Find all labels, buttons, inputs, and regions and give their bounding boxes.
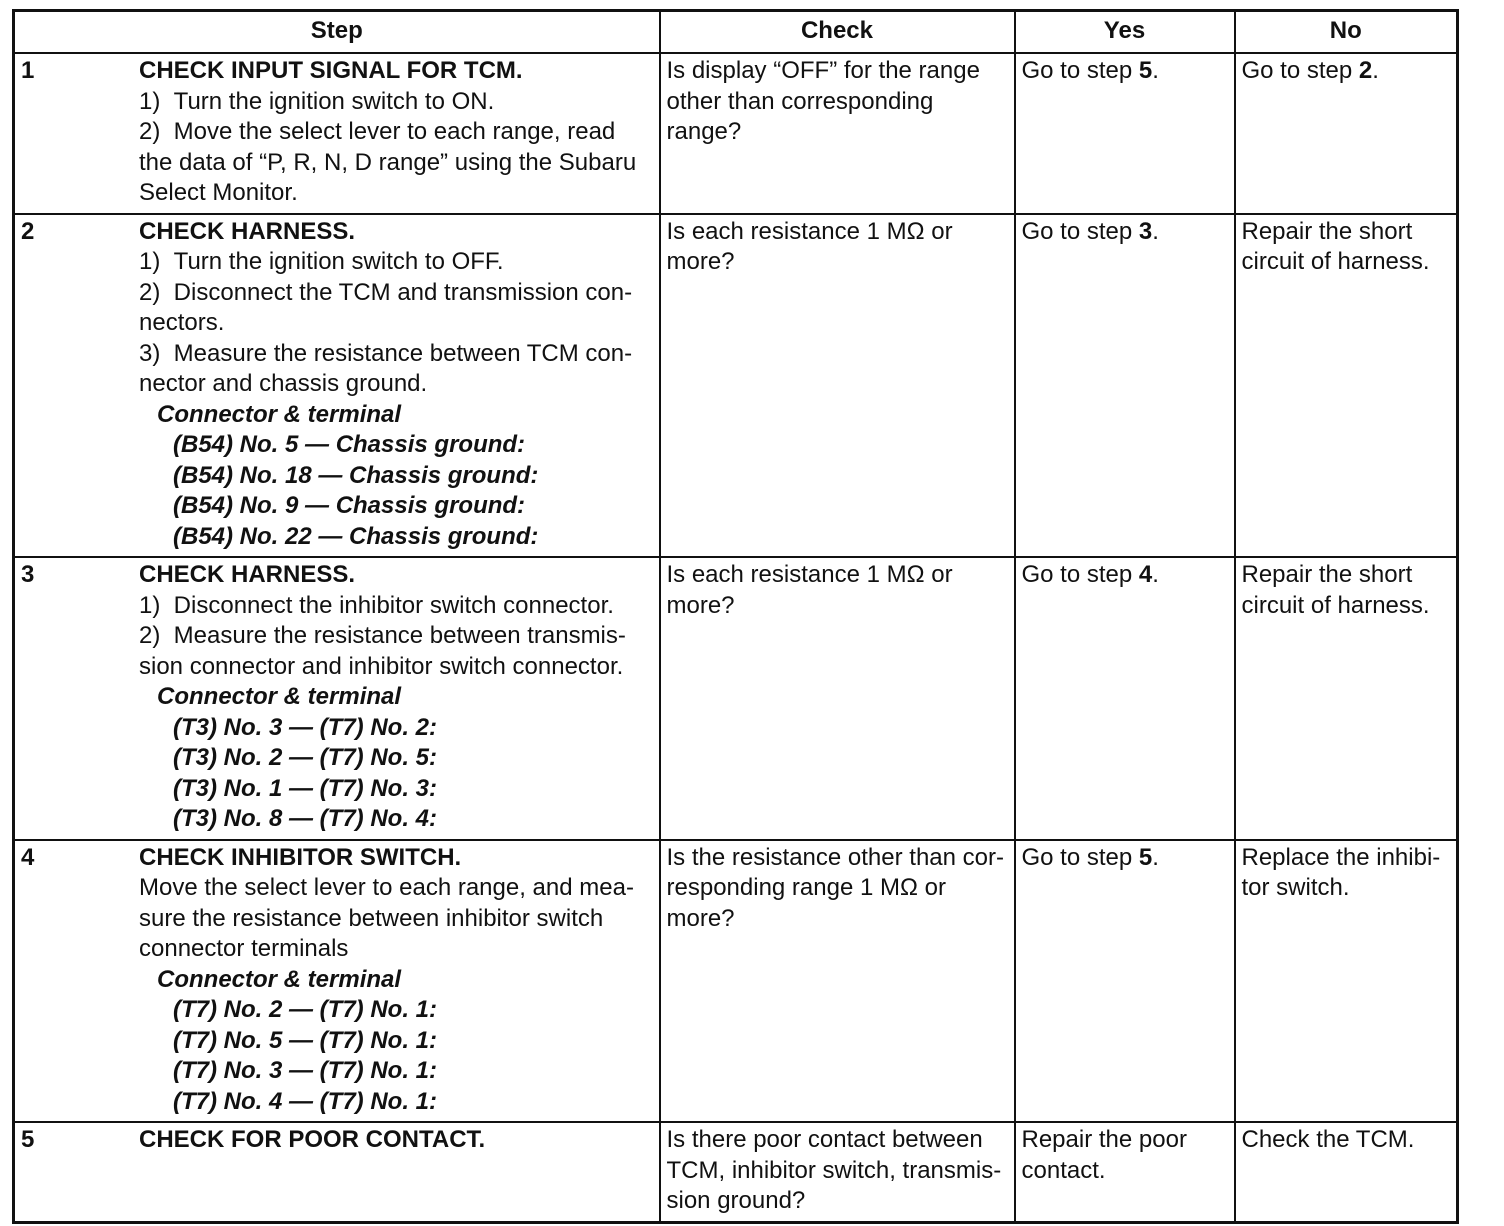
- no-result-text: Replace the inhibi-: [1241, 843, 1441, 871]
- connector-terminal-heading: Connector & terminal: [157, 683, 402, 710]
- step-number: 4: [21, 843, 35, 871]
- step-cell: [14, 214, 660, 558]
- step-instruction-line: connector terminals: [139, 935, 349, 962]
- yes-result-cell: [1015, 557, 1235, 840]
- yes-result-cell: [1015, 53, 1235, 214]
- check-question-line: Is there poor contact between: [666, 1126, 983, 1153]
- yes-result-cell: [1015, 214, 1235, 558]
- step-instruction-line: 2) Measure the resistance between transmis-: [139, 622, 626, 649]
- yes-result-suffix: .: [1152, 217, 1159, 245]
- connector-terminal-item: (B54) No. 9 — Chassis ground:: [173, 492, 526, 519]
- step-title: CHECK INHIBITOR SWITCH.: [139, 843, 462, 871]
- step-cell: [14, 557, 660, 840]
- step-number: 3: [21, 561, 35, 588]
- diagnostic-procedure-sheet: [12, 9, 1459, 1224]
- step-body: [135, 841, 659, 1122]
- connector-terminal-item: (T7) No. 4 — (T7) No. 1:: [173, 1087, 437, 1115]
- header-step: Step: [14, 11, 660, 54]
- connector-terminal-item: (T3) No. 3 — (T7) No. 2:: [173, 713, 437, 741]
- check-question-line: Is each resistance 1 MΩ or: [666, 561, 953, 588]
- step-instruction-line: sure the resistance between inhibitor switch: [139, 904, 604, 932]
- check-cell: [660, 840, 1015, 1123]
- no-result-cell: [1235, 214, 1458, 558]
- connector-terminal-item: (B54) No. 5 — Chassis ground:: [173, 431, 526, 458]
- yes-result-text: Go to step: [1021, 217, 1139, 245]
- yes-result-text: Repair the poor contact.: [1021, 1126, 1187, 1184]
- yes-result-cell: [1015, 840, 1235, 1123]
- step-title: CHECK INPUT SIGNAL FOR TCM.: [139, 57, 523, 84]
- connector-terminal-item: (T7) No. 2 — (T7) No. 1:: [173, 996, 437, 1023]
- step-row: [14, 840, 1458, 1123]
- diagnostic-table: [12, 9, 1459, 1224]
- step-body: [135, 215, 659, 557]
- connector-terminal-item: (T7) No. 5 — (T7) No. 1:: [173, 1026, 437, 1054]
- yes-result-text: Go to step: [1021, 843, 1139, 871]
- header-row: [14, 11, 1458, 54]
- connector-terminal-item: (T3) No. 2 — (T7) No. 5:: [173, 744, 437, 771]
- check-question-line: responding range 1 MΩ or: [666, 874, 946, 901]
- connector-terminal-item: (T3) No. 1 — (T7) No. 3:: [173, 774, 437, 802]
- connector-terminal-heading: Connector & terminal: [157, 965, 402, 993]
- no-result-cell: [1235, 1122, 1458, 1222]
- yes-result-text: Go to step: [1021, 57, 1139, 84]
- step-row: [14, 214, 1458, 558]
- check-cell: [660, 53, 1015, 214]
- step-instruction-line: 1) Turn the ignition switch to ON.: [139, 87, 495, 115]
- connector-terminal-item: (B54) No. 22 — Chassis ground:: [173, 522, 539, 550]
- check-question-line: range?: [666, 118, 742, 145]
- header-no: No: [1235, 11, 1458, 54]
- no-result-text: Repair the short circuit of harness.: [1241, 561, 1430, 619]
- check-cell: [660, 1122, 1015, 1222]
- no-result-text: Go to step: [1241, 57, 1359, 84]
- step-row: [14, 53, 1458, 214]
- check-cell: [660, 214, 1015, 558]
- connector-terminal-item: (T7) No. 3 — (T7) No. 1:: [173, 1057, 437, 1084]
- check-question-line: sion ground?: [666, 1187, 806, 1214]
- connector-terminal-item: (T3) No. 8 — (T7) No. 4:: [173, 805, 437, 832]
- check-question-line: other than corresponding: [666, 87, 934, 115]
- step-instruction-line: 3) Measure the resistance between TCM con-: [139, 339, 633, 367]
- yes-result-text: Go to step: [1021, 561, 1139, 588]
- step-title: CHECK HARNESS.: [139, 561, 356, 588]
- no-step-reference: 2: [1358, 57, 1373, 84]
- check-question-line: more?: [666, 904, 735, 932]
- step-instruction-line: Move the select lever to each range, and mea-: [139, 874, 634, 901]
- yes-step-reference: 4: [1138, 561, 1153, 588]
- step-cell: [14, 1122, 660, 1222]
- step-instruction-line: Select Monitor.: [139, 179, 298, 206]
- yes-result-suffix: .: [1152, 57, 1159, 84]
- step-instruction-line: nectors.: [139, 309, 225, 336]
- check-question-line: Is display “OFF” for the range: [666, 57, 980, 84]
- no-result-cell: [1235, 557, 1458, 840]
- no-result-suffix: .: [1372, 57, 1379, 84]
- step-number: 1: [21, 57, 35, 84]
- connector-terminal-item: (B54) No. 18 — Chassis ground:: [173, 461, 539, 489]
- step-number: 2: [21, 217, 35, 245]
- check-question-line: Is each resistance 1 MΩ or: [666, 217, 953, 245]
- check-cell: [660, 557, 1015, 840]
- step-instruction-line: 2) Disconnect the TCM and transmission con-: [139, 278, 633, 306]
- step-title: CHECK HARNESS.: [139, 217, 356, 245]
- step-body: [135, 54, 659, 213]
- no-result-cell: [1235, 840, 1458, 1123]
- no-result-cell: [1235, 53, 1458, 214]
- step-body: [135, 1123, 659, 1160]
- step-instruction-line: 1) Turn the ignition switch to OFF.: [139, 248, 504, 275]
- check-question-line: more?: [666, 248, 735, 275]
- yes-result-suffix: .: [1152, 843, 1159, 871]
- step-title: CHECK FOR POOR CONTACT.: [139, 1126, 486, 1153]
- step-row: [14, 557, 1458, 840]
- header-check: Check: [660, 11, 1015, 54]
- no-result-text: Check the TCM.: [1241, 1126, 1415, 1153]
- step-cell: [14, 53, 660, 214]
- check-question-line: TCM, inhibitor switch, transmis-: [666, 1156, 1002, 1184]
- check-question-line: more?: [666, 591, 735, 619]
- check-question-line: Is the resistance other than cor-: [666, 843, 1004, 871]
- no-result-text: Repair the short circuit of harness.: [1241, 217, 1430, 275]
- step-instruction-line: 1) Disconnect the inhibitor switch connector.: [139, 591, 614, 619]
- step-cell: [14, 840, 660, 1123]
- header-yes: Yes: [1015, 11, 1235, 54]
- connector-terminal-heading: Connector & terminal: [157, 400, 402, 428]
- step-body: [135, 558, 659, 839]
- step-instruction-line: sion connector and inhibitor switch connector.: [139, 652, 624, 680]
- yes-result-cell: [1015, 1122, 1235, 1222]
- step-number: 5: [21, 1126, 35, 1153]
- no-result-suffix: tor switch.: [1241, 874, 1350, 901]
- yes-step-reference: 3: [1138, 217, 1153, 245]
- step-instruction-line: nector and chassis ground.: [139, 370, 428, 397]
- yes-result-suffix: .: [1152, 561, 1159, 588]
- step-instruction-line: the data of “P, R, N, D range” using the Subaru: [139, 148, 637, 176]
- step-instruction-line: 2) Move the select lever to each range, read: [139, 118, 616, 145]
- step-row: [14, 1122, 1458, 1222]
- yes-step-reference: 5: [1138, 843, 1153, 871]
- yes-step-reference: 5: [1138, 57, 1153, 84]
